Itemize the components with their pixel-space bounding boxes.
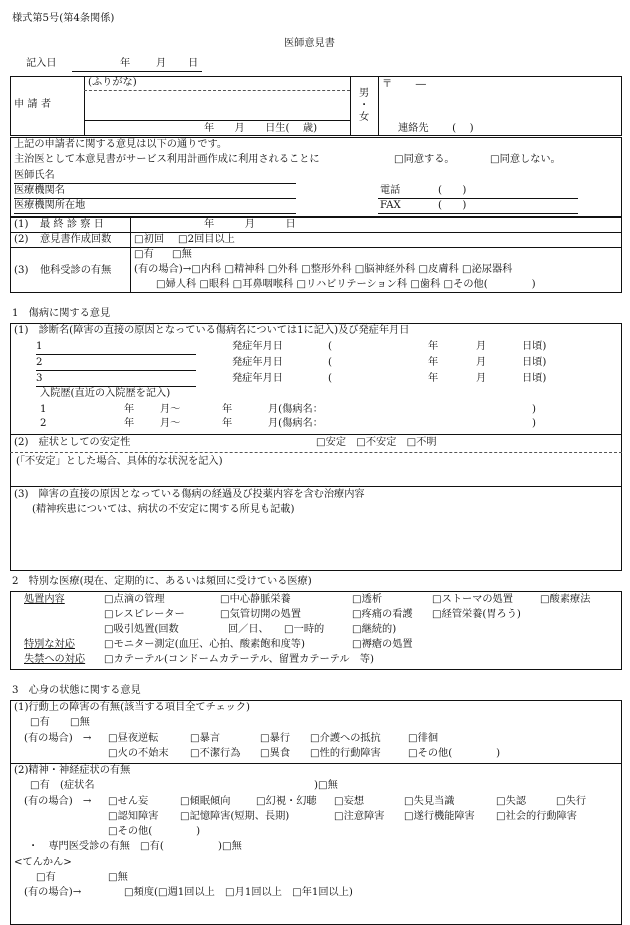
- suction-checkbox[interactable]: □吸引処置(回数: [104, 624, 179, 635]
- section1-heading: 1 傷病に関する意見: [12, 308, 111, 319]
- neuro-no[interactable]: )□無: [314, 780, 338, 791]
- dialysis-checkbox[interactable]: □透析: [352, 594, 383, 605]
- last-exam-label: 最 終 診 察 日: [40, 219, 104, 230]
- other-dept-yes[interactable]: □有: [134, 249, 154, 260]
- disagree-checkbox[interactable]: □同意しない。: [490, 154, 561, 165]
- delusion-checkbox[interactable]: □妄想: [334, 796, 365, 807]
- epilepsy-heading: <てんかん>: [14, 857, 72, 868]
- apraxia-checkbox[interactable]: □失行: [556, 796, 587, 807]
- catheter-checkbox[interactable]: □カテーテル(コンドームカテーテル、留置カテーテル 等): [104, 654, 374, 665]
- agnosia-checkbox[interactable]: □失認: [496, 796, 527, 807]
- other-dept-label: 他科受診の有無: [40, 265, 112, 276]
- unstable-note: (「不安定」とした場合、具体的な状況を記入): [16, 456, 223, 467]
- hosp-2-no: 2: [40, 418, 47, 429]
- hallucination-checkbox[interactable]: □幻視・幻聴: [256, 796, 317, 807]
- respirator-checkbox[interactable]: □レスピレーター: [104, 609, 185, 620]
- exam-row3-no: (3): [14, 265, 29, 276]
- behavior-other-checkbox[interactable]: □その他( ): [408, 748, 501, 759]
- delirium-checkbox[interactable]: □せん妄: [108, 796, 149, 807]
- applicant-label: 申 請 者: [14, 99, 52, 110]
- cognitive-checkbox[interactable]: □認知障害: [108, 811, 159, 822]
- disorientation-checkbox[interactable]: □失見当識: [404, 796, 455, 807]
- neuro-question: (2)精神・神経症状の有無: [14, 765, 131, 776]
- diagnosis-question: (1) 診断名(障害の直接の原因となっている傷病名については1に記入)及び発症年月日: [14, 325, 410, 336]
- onset-month-3: 月: [476, 373, 487, 384]
- pica-checkbox[interactable]: □異食: [260, 748, 291, 759]
- sex-male[interactable]: 男: [359, 88, 370, 99]
- address-label: 医療機関所在地: [14, 200, 86, 211]
- monitor-checkbox[interactable]: □モニター測定(血圧、心拍、酸素飽和度等): [104, 639, 305, 650]
- violence-checkbox[interactable]: □暴行: [260, 733, 291, 744]
- memory-checkbox[interactable]: □記憶障害(短期、長期): [180, 811, 290, 822]
- onset-open-3: (: [328, 373, 332, 384]
- resist-care-checkbox[interactable]: □介護への抵抗: [310, 733, 381, 744]
- wandering-checkbox[interactable]: □徘徊: [408, 733, 439, 744]
- hospitalization-label: 入院歴(直近の入院歴を記入): [40, 388, 171, 399]
- verbal-abuse-checkbox[interactable]: □暴言: [190, 733, 221, 744]
- doctor-name-label: 医師氏名: [14, 170, 55, 181]
- neuro-yes[interactable]: □有 (症状名: [30, 780, 95, 791]
- executive-checkbox[interactable]: □遂行機能障害: [404, 811, 475, 822]
- date-year: 年: [120, 58, 131, 69]
- hosp-2-month-from: 月～: [160, 418, 181, 429]
- hosp-2-close: ): [532, 418, 536, 429]
- fax-label: FAX: [380, 200, 401, 211]
- fire-checkbox[interactable]: □火の不始末: [108, 748, 169, 759]
- diagnosis-3-no: 3: [36, 373, 43, 384]
- hosp-2-year-from: 年: [124, 418, 135, 429]
- tel-label: 電話: [380, 185, 401, 196]
- tel-field[interactable]: ( ): [438, 185, 467, 196]
- epilepsy-frequency[interactable]: □頻度(□週1回以上 □月1回以上 □年1回以上): [124, 887, 353, 898]
- sex-dot: ・: [359, 100, 370, 111]
- last-exam-date[interactable]: 年 月 日: [204, 219, 296, 230]
- onset-open-1: (: [328, 341, 332, 352]
- social-behavior-checkbox[interactable]: □社会的行動障害: [496, 811, 577, 822]
- contact-field[interactable]: 連絡先 ( ): [398, 123, 474, 134]
- onset-open-2: (: [328, 357, 332, 368]
- other-dept-no[interactable]: □無: [172, 249, 192, 260]
- postal-code[interactable]: 〒 ―: [382, 79, 426, 90]
- birth-date[interactable]: 年 月 日生( 歳): [204, 123, 318, 134]
- onset-day-1: 日頃): [522, 341, 547, 352]
- hosp-1-year-from: 年: [124, 404, 135, 415]
- hosp-1-year-to: 年: [222, 404, 233, 415]
- institution-label: 医療機関名: [14, 185, 65, 196]
- form-number: 様式第5号(第4条関係): [12, 13, 115, 24]
- dept-list-row1[interactable]: (有の場合)→□内科 □精神科 □外科 □整形外科 □脳神経外科 □皮膚科 □泌尿器科: [134, 264, 513, 275]
- section3-heading: 3 心身の状態に関する意見: [12, 685, 141, 696]
- attention-checkbox[interactable]: □注意障害: [334, 811, 385, 822]
- second-time-checkbox[interactable]: □2回目以上: [178, 234, 235, 245]
- treatment-note: (精神疾患については、病状の不安定に関する所見も記載): [32, 504, 295, 515]
- date-label: 記入日: [26, 58, 57, 69]
- oxygen-checkbox[interactable]: □酸素療法: [540, 594, 591, 605]
- central-iv-checkbox[interactable]: □中心静脈栄養: [220, 594, 291, 605]
- report-count-label: 意見書作成回数: [40, 234, 112, 245]
- diagnosis-2-no: 2: [36, 357, 43, 368]
- section2-heading: 2 特別な医療(現在、定期的に、あるいは頻回に受けている医療): [12, 576, 312, 587]
- date-underline: [72, 71, 202, 72]
- hosp-1-no: 1: [40, 404, 47, 415]
- onset-label-3: 発症年月日: [232, 373, 283, 384]
- consent-question: 主治医として本意見書がサービス利用計画作成に利用されることに: [14, 154, 320, 165]
- tube-feeding-checkbox[interactable]: □経管栄養(胃ろう): [432, 609, 521, 620]
- onset-day-3: 日頃): [522, 373, 547, 384]
- hosp-1-disease: 月(傷病名：: [268, 404, 323, 415]
- behavior-case-label: (有の場合) →: [24, 733, 92, 744]
- statement-text: 上記の申請者に関する意見は以下の通りです。: [14, 139, 228, 150]
- date-day: 日: [188, 58, 199, 69]
- onset-month-1: 月: [476, 341, 487, 352]
- sex-female[interactable]: 女: [359, 112, 370, 123]
- behavior-yes[interactable]: □有: [30, 717, 50, 728]
- onset-year-2: 年: [428, 357, 439, 368]
- page-title: 医師意見書: [284, 38, 335, 49]
- tracheotomy-checkbox[interactable]: □気管切開の処置: [220, 609, 301, 620]
- first-time-checkbox[interactable]: □初回: [134, 234, 165, 245]
- epilepsy-no[interactable]: □無: [108, 872, 128, 883]
- epilepsy-case-label: (有の場合)→: [24, 887, 82, 898]
- onset-label-2: 発症年月日: [232, 357, 283, 368]
- somnolence-checkbox[interactable]: □傾眠傾向: [180, 796, 231, 807]
- temporary-checkbox[interactable]: □一時的: [284, 624, 325, 635]
- stability-question: (2) 症状としての安定性: [14, 437, 131, 448]
- onset-year-3: 年: [428, 373, 439, 384]
- hosp-1-close: ): [532, 404, 536, 415]
- dept-list-row2[interactable]: □婦人科 □眼科 □耳鼻咽喉科 □リハビリテーション科 □歯科 □その他( ): [156, 279, 536, 290]
- iv-drip-checkbox[interactable]: □点滴の管理: [104, 594, 165, 605]
- special-care-category: 特別な対応: [24, 639, 75, 650]
- neuro-case-label: (有の場合) →: [24, 796, 92, 807]
- onset-month-2: 月: [476, 357, 487, 368]
- furigana-label: (ふりがな): [88, 77, 137, 88]
- specialist-question[interactable]: ・ 専門医受診の有無 □有( )□無: [28, 841, 242, 852]
- fax-field[interactable]: ( ): [438, 200, 467, 211]
- date-month: 月: [156, 58, 167, 69]
- pressure-ulcer-checkbox[interactable]: □褥瘡の処置: [352, 639, 413, 650]
- suction-per-day: 回／日、: [228, 624, 269, 635]
- epilepsy-yes[interactable]: □有: [36, 872, 56, 883]
- onset-day-2: 日頃): [522, 357, 547, 368]
- incontinence-category: 失禁への対応: [24, 654, 86, 665]
- onset-year-1: 年: [428, 341, 439, 352]
- hosp-2-disease: 月(傷病名：: [268, 418, 323, 429]
- treatment-category: 処置内容: [24, 594, 65, 605]
- pain-care-checkbox[interactable]: □疼痛の看護: [352, 609, 413, 620]
- diagnosis-1-no: 1: [36, 341, 43, 352]
- agree-checkbox[interactable]: □同意する。: [394, 154, 455, 165]
- onset-label-1: 発症年月日: [232, 341, 283, 352]
- neuro-other-checkbox[interactable]: □その他( ): [108, 826, 201, 837]
- stability-options[interactable]: □安定 □不安定 □不明: [316, 437, 437, 448]
- behavior-no[interactable]: □無: [70, 717, 90, 728]
- day-night-checkbox[interactable]: □昼夜逆転: [108, 733, 159, 744]
- continuous-checkbox[interactable]: □継続的): [352, 624, 397, 635]
- stoma-checkbox[interactable]: □ストーマの処置: [432, 594, 513, 605]
- behavior-question: (1)行動上の障害の有無(該当する項目全てチェック): [14, 702, 251, 713]
- exam-row1-no: (1): [14, 219, 29, 230]
- treatment-question: (3) 障害の直接の原因となっている傷病の経過及び投薬内容を含む治療内容: [14, 489, 365, 500]
- hosp-2-year-to: 年: [222, 418, 233, 429]
- hosp-1-month-from: 月～: [160, 404, 181, 415]
- exam-row2-no: (2): [14, 234, 29, 245]
- sexual-behavior-checkbox[interactable]: □性的行動障害: [310, 748, 381, 759]
- unclean-checkbox[interactable]: □不潔行為: [190, 748, 241, 759]
